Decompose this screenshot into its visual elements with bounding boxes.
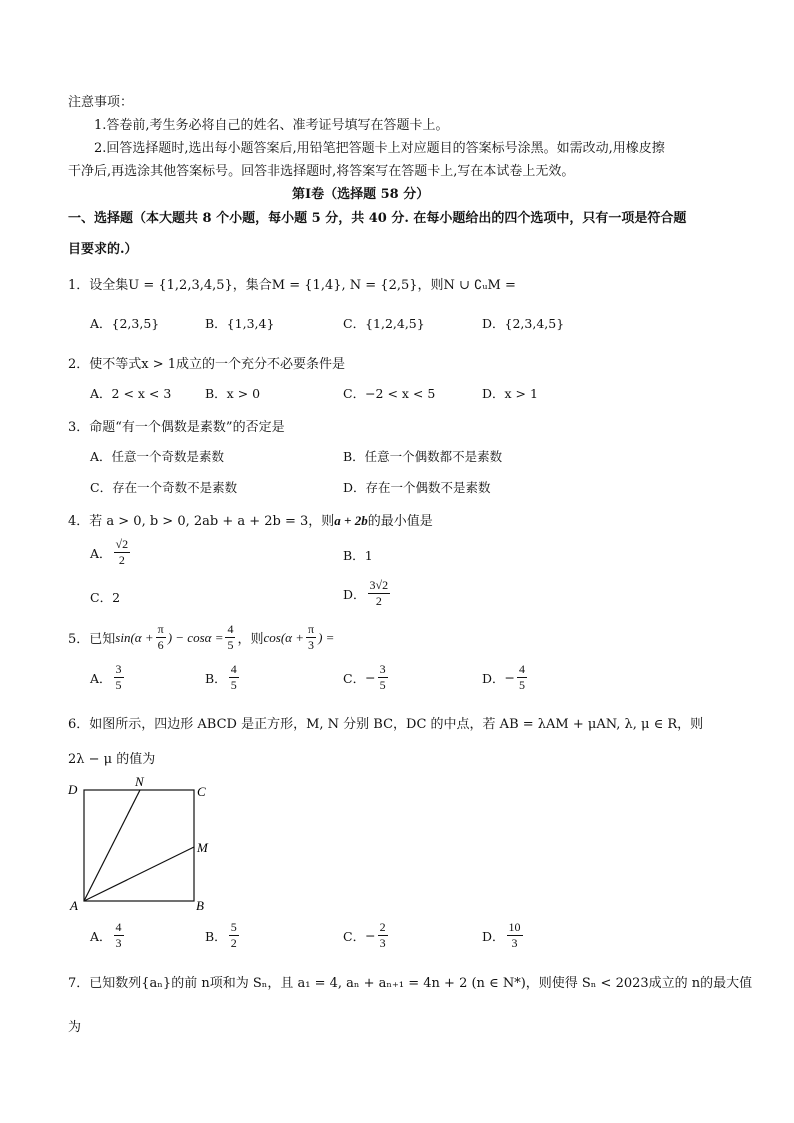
question-6-stem-line-1: 6．如图所示，四边形 ABCD 是正方形，M, N 分别 BC，DC 的中点，若 AB = λAM + μAN, λ, μ ∈ R，则	[68, 717, 704, 732]
question-3-option-c: C．存在一个奇数不是素数	[90, 480, 238, 495]
question-5-stem: 5．已知 sin(α + $\frac{\pi}{6}$ ) − cosα = $\frac{4}{5}$ ，则 cos(α + $\frac{\pi}{3}$ ) =	[68, 622, 335, 652]
question-2-stem: 2．使不等式x > 1成立的一个充分不必要条件是	[68, 357, 346, 372]
question-3-option-a: A．任意一个奇数是素数	[90, 449, 225, 464]
label-d: D	[68, 782, 78, 797]
label-c: C	[197, 784, 206, 799]
question-1-option-a: A．{2,3,5}	[90, 316, 160, 331]
question-5-option-d: D． − $\frac{4}{5}$	[482, 662, 526, 692]
question-5-option-a: A． $\frac{3}{5}$	[90, 662, 122, 692]
question-4-option-a: A． $\frac{√2}{2}$	[90, 537, 129, 567]
square-figure	[66, 776, 226, 920]
question-2-option-c: C．−2 < x < 5	[343, 386, 436, 401]
question-6-option-c: C． − $\frac{2}{3}$	[343, 920, 386, 950]
question-4-option-b: B． 1	[343, 547, 373, 563]
question-5-option-b: B． $\frac{4}{5}$	[205, 662, 237, 692]
question-4-option-c: C． 2	[90, 589, 121, 605]
section-title: 第Ⅰ卷（选择题 58 分）	[292, 187, 430, 202]
question-2-option-b: B．x > 0	[205, 386, 261, 401]
question-1-option-b: B．{1,3,4}	[205, 316, 275, 331]
question-6-option-d: D． $\frac{10}{3}$	[482, 920, 521, 950]
question-7-stem-line-2: 为	[68, 1020, 82, 1035]
label-n: N	[135, 776, 144, 789]
question-6-stem-line-2: 2λ − μ 的值为	[68, 752, 156, 767]
label-m: M	[197, 840, 208, 855]
question-5-option-c: C． − $\frac{3}{5}$	[343, 662, 386, 692]
notes-item-2-line-1: 2.回答选择题时,选出每小题答案后,用铅笔把答题卡上对应题目的答案标号涂黑。如需改动,用橡皮擦	[94, 141, 665, 156]
question-7-stem-line-1: 7．已知数列{aₙ}的前 n项和为 Sₙ，且 a₁ = 4, aₙ + aₙ₊₁ = 4n + 2 (n ∈ N*)，则使得 Sₙ < 2023成立的 n的最大值	[68, 976, 753, 991]
segment-am	[84, 847, 194, 901]
question-3-option-d: D．存在一个偶数不是素数	[343, 480, 491, 495]
question-6-option-b: B． $\frac{5}{2}$	[205, 920, 237, 950]
label-a: A	[70, 898, 78, 913]
question-2-option-d: D．x > 1	[482, 386, 538, 401]
square-abcd	[84, 790, 194, 901]
question-1-stem: 1．设全集U = {1,2,3,4,5}，集合M = {1,4}, N = {2,5}，则N ∪ ∁ᵤM =	[68, 278, 516, 293]
part1-instructions-line-2: 目要求的.）	[68, 242, 138, 257]
notes-item-2-line-2: 干净后,再选涂其他答案标号。回答非选择题时,将答案写在答题卡上,写在本试卷上无效。	[68, 164, 575, 179]
question-4-stem: 4．若 a > 0, b > 0, 2ab + a + 2b = 3，则a + 2b的最小值是	[68, 513, 433, 529]
question-1-option-c: C．{1,2,4,5}	[343, 316, 425, 331]
question-3-stem: 3．命题“有一个偶数是素数”的否定是	[68, 420, 285, 435]
square-figure-svg	[66, 776, 226, 916]
notes-item-1: 1.答卷前,考生务必将自己的姓名、准考证号填写在答题卡上。	[94, 118, 449, 133]
question-3-option-b: B．任意一个偶数都不是素数	[343, 449, 503, 464]
label-b: B	[196, 898, 204, 913]
question-6-option-a: A． $\frac{4}{3}$	[90, 920, 122, 950]
notes-heading: 注意事项：	[68, 95, 134, 110]
question-4-option-d: D． $\frac{3√2}{2}$	[343, 578, 389, 608]
segment-an	[84, 790, 140, 901]
part1-instructions-line-1: 一、选择题（本大题共 8 个小题，每小题 5 分，共 40 分. 在每小题给出的四个选项中，只有一项是符合题	[68, 211, 687, 226]
question-2-option-a: A．2 < x < 3	[90, 386, 172, 401]
question-1-option-d: D．{2,3,4,5}	[482, 316, 565, 331]
